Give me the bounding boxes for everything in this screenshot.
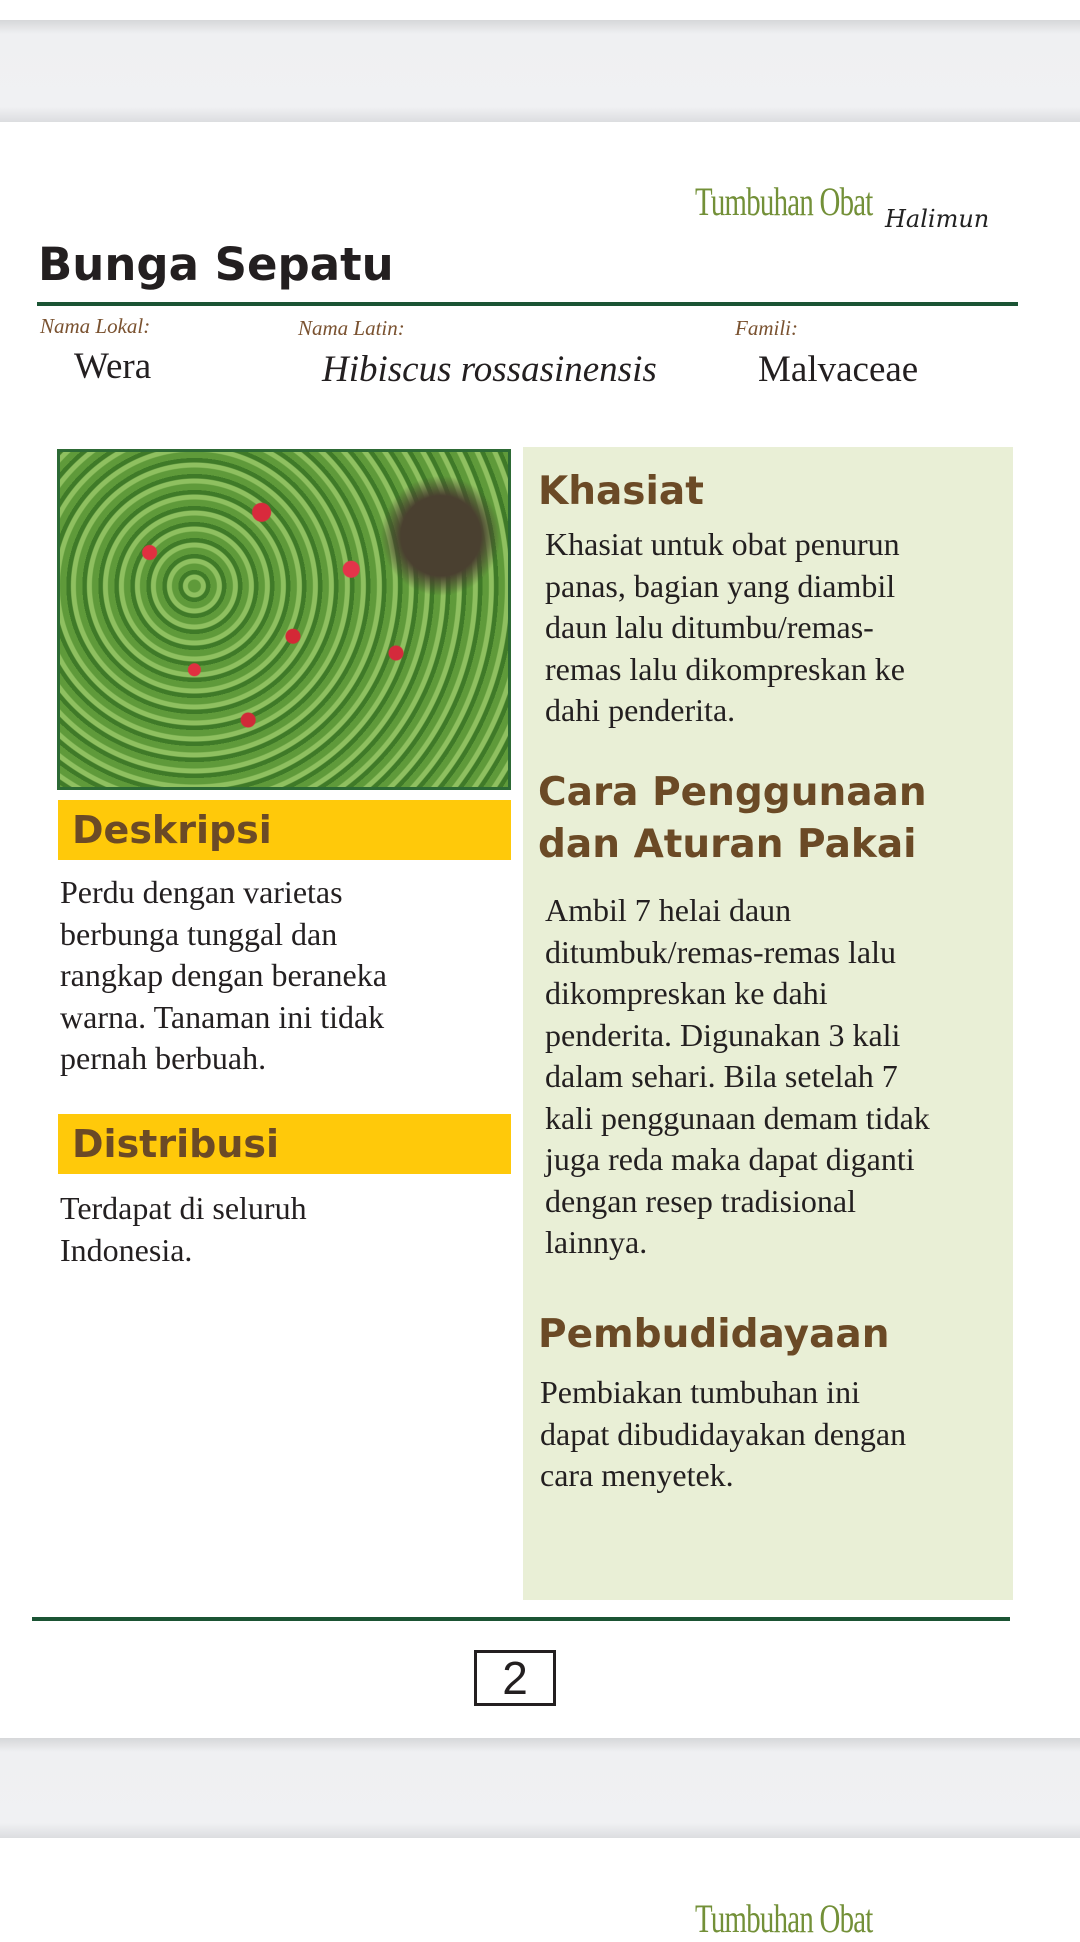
logo-subtext: Halimun: [885, 205, 990, 233]
text-line: Perdu dengan varietas: [60, 874, 343, 910]
text-line: Terdapat di seluruh: [60, 1190, 307, 1226]
text-line: rangkap dengan beraneka: [60, 957, 387, 993]
divider: [32, 1617, 1010, 1621]
logo-text: Tumbuhan Obat: [695, 179, 873, 224]
text-line: dapat dibudidayakan dengan: [540, 1415, 907, 1452]
latin-name-label: Nama Latin:: [298, 316, 405, 340]
latin-name-value: Hibiscus rossasinensis: [322, 349, 657, 390]
text-line: juga reda maka dapat diganti: [545, 1141, 915, 1177]
local-name-label: Nama Lokal:: [40, 314, 151, 338]
page-gap: [0, 20, 1080, 122]
divider: [37, 302, 1018, 306]
text-line: Ambil 7 helai daun: [545, 892, 792, 928]
text-line: Indonesia.: [60, 1231, 193, 1268]
text-line: cara menyetek.: [540, 1457, 734, 1493]
khasiat-heading: Khasiat: [538, 469, 704, 514]
text-line: ditumbuk/remas-remas lalu: [545, 933, 897, 970]
deskripsi-text: [60, 872, 387, 1080]
plant-photo: [57, 449, 511, 790]
text-line: Pembiakan tumbuhan ini: [540, 1374, 860, 1410]
text-line: dengan resep tradisional: [545, 1182, 856, 1219]
pembudidayaan-text: [540, 1372, 906, 1497]
heading-line: dan Aturan Pakai: [538, 822, 917, 867]
family-label: Famili:: [735, 316, 798, 340]
text-line: Khasiat untuk obat penurun: [545, 526, 900, 562]
next-page-logo: Tumbuhan Obat: [695, 1896, 873, 1941]
page-gap: [0, 1738, 1080, 1838]
deskripsi-heading: Deskripsi: [58, 800, 511, 860]
khasiat-text: [545, 524, 905, 732]
page-title: Bunga Sepatu: [38, 238, 394, 291]
text-line: penderita. Digunakan 3 kali: [545, 1016, 901, 1053]
text-line: warna. Tanaman ini tidak: [60, 998, 385, 1035]
text-line: kali penggunaan demam tidak: [545, 1099, 930, 1136]
text-line: lainnya.: [545, 1224, 648, 1260]
distribusi-heading: Distribusi: [58, 1114, 511, 1174]
text-line: pernah berbuah.: [60, 1040, 267, 1076]
cara-text: [545, 890, 930, 1264]
distribusi-text: [60, 1188, 307, 1271]
text-line: remas lalu dikompreskan ke: [545, 650, 905, 687]
text-line: dikompreskan ke dahi: [545, 975, 828, 1011]
text-line: daun lalu ditumbu/remas-: [545, 609, 874, 645]
text-line: panas, bagian yang diambil: [545, 567, 896, 604]
cara-heading: [538, 767, 927, 871]
text-line: dahi penderita.: [545, 692, 736, 728]
heading-line: Cara Penggunaan: [538, 770, 927, 815]
pembudidayaan-heading: Pembudidayaan: [538, 1312, 890, 1357]
family-value: Malvaceae: [758, 349, 919, 390]
local-name-value: Wera: [74, 346, 152, 387]
text-line: berbunga tunggal dan: [60, 915, 338, 952]
text-line: dalam sehari. Bila setelah 7: [545, 1058, 898, 1094]
page-number: 2: [474, 1650, 556, 1706]
